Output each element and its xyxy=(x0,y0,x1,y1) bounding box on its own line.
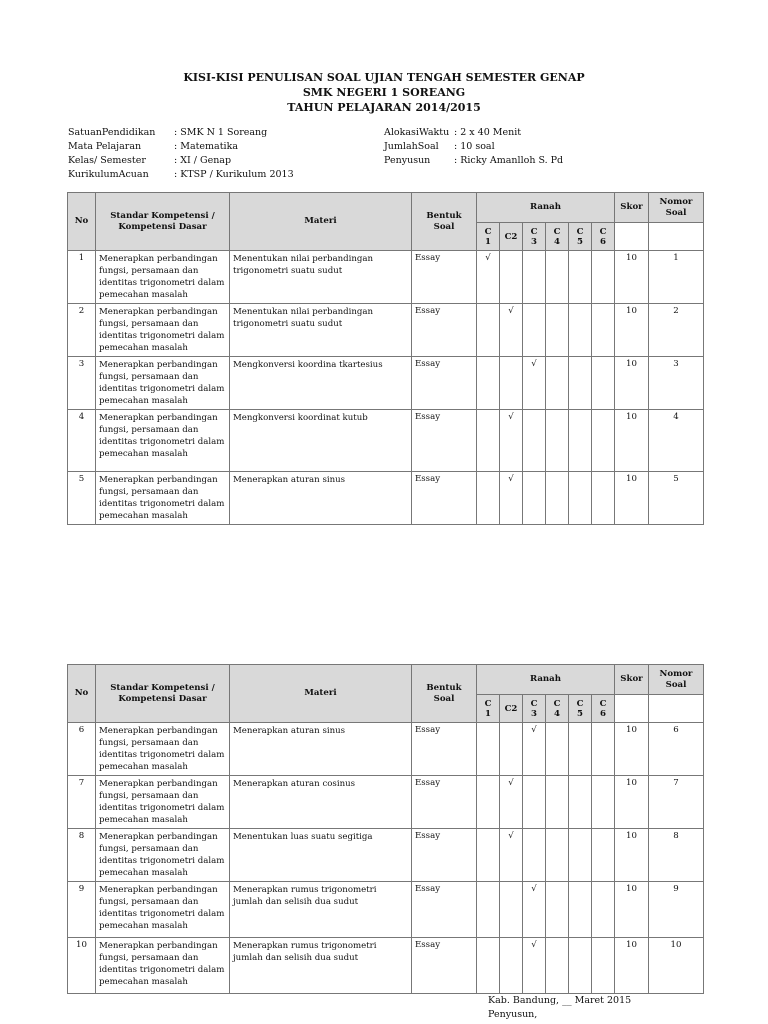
cell-materi: Mengkonversi koordinat kutub xyxy=(230,410,412,472)
info-value: : Ricky Amanlloh S. Pd xyxy=(454,155,564,166)
cell-level-c3 xyxy=(523,829,546,882)
header-bentuk-soal: Bentuk Soal xyxy=(412,193,477,251)
info-label: KurikulumAcuan xyxy=(68,169,149,180)
table-row xyxy=(68,723,704,776)
cell-level-c3 xyxy=(523,410,546,472)
cell-no: 6 xyxy=(68,723,96,776)
cell-level-c1 xyxy=(477,472,500,525)
cell-no: 5 xyxy=(68,472,96,525)
header-level-c4 xyxy=(546,695,569,723)
table-row xyxy=(68,829,704,882)
level-number: 4 xyxy=(554,236,560,247)
info-label: AlokasiWaktu xyxy=(384,127,450,138)
cell-level-c4 xyxy=(546,776,569,829)
cell-level-c4 xyxy=(546,357,569,410)
header-blank xyxy=(649,223,704,251)
cell-level-c1 xyxy=(477,829,500,882)
cell-level-c2 xyxy=(500,776,523,829)
cell-bentuk-soal: Essay xyxy=(412,882,477,938)
header-level-c5 xyxy=(569,223,592,251)
cell-level-c2 xyxy=(500,472,523,525)
cell-standar-kompetensi: Menerapkan perbandingan fungsi, persamaan dan identitas trigonometri dalam pemecahan masalah xyxy=(96,776,230,829)
cell-level-c2 xyxy=(500,357,523,410)
header-row xyxy=(68,665,704,695)
info-value: : 2 x 40 Menit xyxy=(454,127,522,138)
cell-skor: 10 xyxy=(615,938,649,994)
cell-standar-kompetensi: Menerapkan perbandingan fungsi, persamaan dan identitas trigonometri dalam pemecahan masalah xyxy=(96,251,230,304)
cell-level-c1 xyxy=(477,723,500,776)
cell-level-c4 xyxy=(546,829,569,882)
level-letter: C xyxy=(599,698,607,709)
cell-level-c6 xyxy=(592,357,615,410)
cell-level-c4 xyxy=(546,723,569,776)
table-row xyxy=(68,938,704,994)
check-mark: √ xyxy=(531,359,537,369)
cell-skor: 10 xyxy=(615,472,649,525)
header-nomor-soal: Nomor Soal xyxy=(649,665,704,695)
header-level-c4 xyxy=(546,223,569,251)
cell-level-c5 xyxy=(569,723,592,776)
cell-level-c6 xyxy=(592,472,615,525)
check-mark: √ xyxy=(531,940,537,950)
cell-level-c6 xyxy=(592,304,615,357)
cell-level-c4 xyxy=(546,882,569,938)
cell-materi: Menerapkan aturan cosinus xyxy=(230,776,412,829)
cell-bentuk-soal: Essay xyxy=(412,723,477,776)
title-line-2: SMK NEGERI 1 SOREANG xyxy=(302,86,466,99)
cell-level-c5 xyxy=(569,410,592,472)
level-letter: C2 xyxy=(504,703,518,714)
info-label: JumlahSoal xyxy=(384,141,439,152)
cell-level-c1 xyxy=(477,251,500,304)
info-value: : SMK N 1 Soreang xyxy=(174,127,268,138)
title-line-1: KISI-KISI PENULISAN SOAL UJIAN TENGAH SEMESTER GENAP xyxy=(183,71,585,84)
cell-level-c2 xyxy=(500,829,523,882)
cell-nomor-soal: 5 xyxy=(649,472,704,525)
table-header xyxy=(68,665,704,723)
cell-level-c2 xyxy=(500,410,523,472)
cell-level-c6 xyxy=(592,251,615,304)
level-number: 6 xyxy=(600,708,606,719)
kisi-table-2 xyxy=(67,664,704,994)
header-level-c3 xyxy=(523,223,546,251)
header-nomor-soal: Nomor Soal xyxy=(649,193,704,223)
cell-level-c5 xyxy=(569,251,592,304)
cell-level-c4 xyxy=(546,938,569,994)
level-letter: C xyxy=(530,698,538,709)
check-mark: √ xyxy=(508,831,514,841)
info-label: Mata Pelajaran xyxy=(68,141,142,152)
level-letter: C xyxy=(530,226,538,237)
document-title xyxy=(0,70,768,115)
table-row xyxy=(68,357,704,410)
header-level-c1 xyxy=(477,695,500,723)
level-number: 3 xyxy=(531,236,537,247)
header-materi: Materi xyxy=(230,665,412,723)
cell-bentuk-soal: Essay xyxy=(412,410,477,472)
cell-level-c5 xyxy=(569,776,592,829)
cell-level-c4 xyxy=(546,410,569,472)
cell-skor: 10 xyxy=(615,357,649,410)
info-label: Kelas/ Semester xyxy=(68,155,146,166)
cell-standar-kompetensi: Menerapkan perbandingan fungsi, persamaan dan identitas trigonometri dalam pemecahan masalah xyxy=(96,882,230,938)
cell-level-c3 xyxy=(523,723,546,776)
cell-level-c6 xyxy=(592,410,615,472)
header-skor: Skor xyxy=(615,193,649,223)
cell-level-c2 xyxy=(500,938,523,994)
cell-skor: 10 xyxy=(615,776,649,829)
cell-level-c4 xyxy=(546,472,569,525)
header-bentuk-soal: Bentuk Soal xyxy=(412,665,477,723)
info-value: : XI / Genap xyxy=(174,155,232,166)
level-letter: C xyxy=(484,698,492,709)
header-blank xyxy=(615,695,649,723)
info-value: : KTSP / Kurikulum 2013 xyxy=(174,169,294,180)
cell-level-c3 xyxy=(523,304,546,357)
cell-nomor-soal: 4 xyxy=(649,410,704,472)
cell-level-c6 xyxy=(592,882,615,938)
cell-level-c3 xyxy=(523,472,546,525)
cell-no: 3 xyxy=(68,357,96,410)
cell-no: 8 xyxy=(68,829,96,882)
cell-no: 9 xyxy=(68,882,96,938)
kisi-table-1 xyxy=(67,192,704,525)
check-mark: √ xyxy=(508,474,514,484)
cell-level-c1 xyxy=(477,304,500,357)
cell-level-c6 xyxy=(592,938,615,994)
header-standar-kompetensi: Standar Kompetensi / Kompetensi Dasar xyxy=(96,665,230,723)
cell-nomor-soal: 1 xyxy=(649,251,704,304)
cell-no: 7 xyxy=(68,776,96,829)
cell-level-c1 xyxy=(477,882,500,938)
level-letter: C xyxy=(576,698,584,709)
header-blank xyxy=(649,695,704,723)
cell-materi: Menerapkan aturan sinus xyxy=(230,472,412,525)
cell-skor: 10 xyxy=(615,410,649,472)
cell-materi: Menentukan nilai perbandingan trigonometri suatu sudut xyxy=(230,251,412,304)
level-number: 3 xyxy=(531,708,537,719)
cell-nomor-soal: 9 xyxy=(649,882,704,938)
level-letter: C xyxy=(599,226,607,237)
cell-level-c3 xyxy=(523,251,546,304)
level-number: 1 xyxy=(485,236,491,247)
cell-standar-kompetensi: Menerapkan perbandingan fungsi, persamaan dan identitas trigonometri dalam pemecahan masalah xyxy=(96,410,230,472)
cell-standar-kompetensi: Menerapkan perbandingan fungsi, persamaan dan identitas trigonometri dalam pemecahan masalah xyxy=(96,472,230,525)
cell-materi: Menentukan luas suatu segitiga xyxy=(230,829,412,882)
cell-skor: 10 xyxy=(615,251,649,304)
header-level-c2 xyxy=(500,223,523,251)
table-row xyxy=(68,472,704,525)
cell-level-c3 xyxy=(523,357,546,410)
cell-bentuk-soal: Essay xyxy=(412,472,477,525)
check-mark: √ xyxy=(531,884,537,894)
header-level-c3 xyxy=(523,695,546,723)
level-letter: C xyxy=(553,226,561,237)
cell-standar-kompetensi: Menerapkan perbandingan fungsi, persamaan dan identitas trigonometri dalam pemecahan masalah xyxy=(96,723,230,776)
cell-skor: 10 xyxy=(615,723,649,776)
cell-nomor-soal: 10 xyxy=(649,938,704,994)
cell-nomor-soal: 3 xyxy=(649,357,704,410)
level-number: 6 xyxy=(600,236,606,247)
cell-level-c3 xyxy=(523,776,546,829)
cell-no: 1 xyxy=(68,251,96,304)
cell-nomor-soal: 2 xyxy=(649,304,704,357)
cell-level-c5 xyxy=(569,938,592,994)
header-level-c5 xyxy=(569,695,592,723)
signer-label: Penyusun, xyxy=(488,1009,538,1020)
check-mark: √ xyxy=(508,778,514,788)
cell-level-c2 xyxy=(500,251,523,304)
check-mark: √ xyxy=(485,253,491,263)
level-letter: C xyxy=(553,698,561,709)
check-mark: √ xyxy=(508,306,514,316)
cell-level-c4 xyxy=(546,304,569,357)
cell-nomor-soal: 7 xyxy=(649,776,704,829)
cell-no: 2 xyxy=(68,304,96,357)
cell-level-c1 xyxy=(477,776,500,829)
info-right xyxy=(384,126,563,168)
cell-level-c3 xyxy=(523,938,546,994)
table-body xyxy=(68,251,704,525)
level-letter: C2 xyxy=(504,231,518,242)
cell-level-c6 xyxy=(592,776,615,829)
cell-standar-kompetensi: Menerapkan perbandingan fungsi, persamaan dan identitas trigonometri dalam pemecahan masalah xyxy=(96,938,230,994)
header-level-c1 xyxy=(477,223,500,251)
cell-materi: Menentukan nilai perbandingan trigonometri suatu sudut xyxy=(230,304,412,357)
cell-skor: 10 xyxy=(615,829,649,882)
table-row xyxy=(68,251,704,304)
cell-bentuk-soal: Essay xyxy=(412,357,477,410)
level-letter: C xyxy=(576,226,584,237)
cell-level-c1 xyxy=(477,938,500,994)
cell-nomor-soal: 8 xyxy=(649,829,704,882)
cell-level-c5 xyxy=(569,304,592,357)
level-letter: C xyxy=(484,226,492,237)
check-mark: √ xyxy=(508,412,514,422)
table-header xyxy=(68,193,704,251)
cell-bentuk-soal: Essay xyxy=(412,829,477,882)
header-level-c2 xyxy=(500,695,523,723)
header-skor: Skor xyxy=(615,665,649,695)
place-date: Kab. Bandung, __ Maret 2015 xyxy=(488,995,632,1006)
cell-standar-kompetensi: Menerapkan perbandingan fungsi, persamaan dan identitas trigonometri dalam pemecahan masalah xyxy=(96,829,230,882)
cell-no: 10 xyxy=(68,938,96,994)
info-label: SatuanPendidikan xyxy=(68,127,156,138)
level-number: 5 xyxy=(577,236,583,247)
cell-skor: 10 xyxy=(615,304,649,357)
level-number: 1 xyxy=(485,708,491,719)
cell-materi: Menerapkan rumus trigonometri jumlah dan selisih dua sudut xyxy=(230,938,412,994)
cell-level-c2 xyxy=(500,723,523,776)
cell-level-c2 xyxy=(500,304,523,357)
cell-level-c3 xyxy=(523,882,546,938)
cell-bentuk-soal: Essay xyxy=(412,776,477,829)
cell-level-c5 xyxy=(569,882,592,938)
cell-bentuk-soal: Essay xyxy=(412,251,477,304)
cell-level-c4 xyxy=(546,251,569,304)
info-label: Penyusun xyxy=(384,155,431,166)
cell-standar-kompetensi: Menerapkan perbandingan fungsi, persamaan dan identitas trigonometri dalam pemecahan masalah xyxy=(96,304,230,357)
header-blank xyxy=(615,223,649,251)
info-left xyxy=(68,126,294,182)
cell-level-c6 xyxy=(592,723,615,776)
header-no: No xyxy=(68,665,96,723)
cell-level-c2 xyxy=(500,882,523,938)
cell-no: 4 xyxy=(68,410,96,472)
table-row xyxy=(68,882,704,938)
info-value: : 10 soal xyxy=(454,141,495,152)
table-row xyxy=(68,776,704,829)
header-row xyxy=(68,193,704,223)
cell-materi: Mengkonversi koordina tkartesius xyxy=(230,357,412,410)
header-level-c6 xyxy=(592,223,615,251)
header-ranah: Ranah xyxy=(477,193,615,223)
cell-level-c6 xyxy=(592,829,615,882)
cell-bentuk-soal: Essay xyxy=(412,304,477,357)
cell-skor: 10 xyxy=(615,882,649,938)
cell-materi: Menerapkan aturan sinus xyxy=(230,723,412,776)
title-line-3: TAHUN PELAJARAN 2014/2015 xyxy=(287,101,481,114)
cell-level-c5 xyxy=(569,829,592,882)
cell-nomor-soal: 6 xyxy=(649,723,704,776)
cell-standar-kompetensi: Menerapkan perbandingan fungsi, persamaan dan identitas trigonometri dalam pemecahan masalah xyxy=(96,357,230,410)
signature-block xyxy=(488,994,631,1022)
header-standar-kompetensi: Standar Kompetensi / Kompetensi Dasar xyxy=(96,193,230,251)
info-value: : Matematika xyxy=(174,141,238,152)
level-number: 5 xyxy=(577,708,583,719)
header-materi: Materi xyxy=(230,193,412,251)
table-row xyxy=(68,304,704,357)
cell-bentuk-soal: Essay xyxy=(412,938,477,994)
cell-level-c1 xyxy=(477,357,500,410)
level-number: 4 xyxy=(554,708,560,719)
cell-level-c1 xyxy=(477,410,500,472)
header-level-c6 xyxy=(592,695,615,723)
cell-level-c5 xyxy=(569,357,592,410)
header-ranah: Ranah xyxy=(477,665,615,695)
cell-materi: Menerapkan rumus trigonometri jumlah dan selisih dua sudut xyxy=(230,882,412,938)
header-no: No xyxy=(68,193,96,251)
check-mark: √ xyxy=(531,725,537,735)
cell-level-c5 xyxy=(569,472,592,525)
table-row xyxy=(68,410,704,472)
table-body xyxy=(68,723,704,994)
